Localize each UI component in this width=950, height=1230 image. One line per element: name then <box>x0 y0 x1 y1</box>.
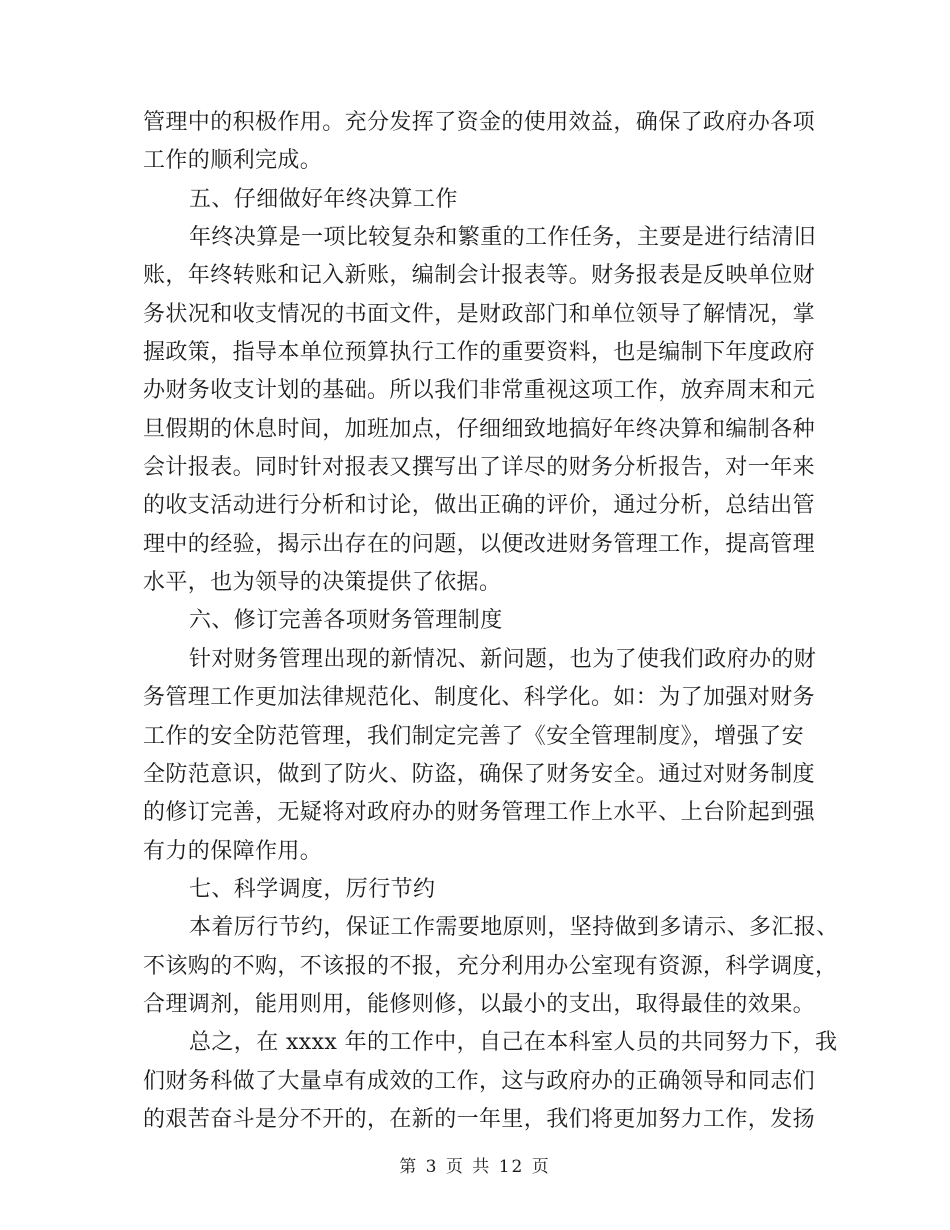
text-line: 不该购的不购，不该报的不报，充分利用办公室现有资源，科学调度， <box>143 953 838 979</box>
section-heading: 五、仔细做好年终决算工作 <box>189 186 458 212</box>
text-line: 旦假期的休息时间，加班加点，仔细细致地搞好年终决算和编制各种 <box>143 416 816 442</box>
page-number-footer: 第 3 页 共 12 页 <box>399 1157 551 1177</box>
text-line: 握政策，指导本单位预算执行工作的重要资料，也是编制下年度政府 <box>143 340 816 366</box>
text-line: 会计报表。同时针对报表又撰写出了详尽的财务分析报告，对一年来 <box>143 455 816 481</box>
text-line: 办财务收支计划的基础。所以我们非常重视这项工作，放弃周末和元 <box>143 378 816 404</box>
text-line: 工作的顺利完成。 <box>143 148 323 174</box>
text-line: 管理中的积极作用。充分发挥了资金的使用效益，确保了政府办各项 <box>143 110 816 135</box>
text-line: 理中的经验，揭示出存在的问题，以便改进财务管理工作，提高管理 <box>143 531 816 557</box>
text-line: 的艰苦奋斗是分不开的，在新的一年里，我们将更加努力工作，发扬 <box>143 1106 816 1132</box>
section-heading: 七、科学调度，厉行节约 <box>189 876 436 902</box>
text-line: 本着厉行节约，保证工作需要地原则，坚持做到多请示、多汇报、 <box>189 915 839 941</box>
text-line: 年终决算是一项比较复杂和繁重的工作任务，主要是进行结清旧 <box>189 225 817 251</box>
section-heading: 六、修订完善各项财务管理制度 <box>189 608 503 634</box>
text-line: 务管理工作更加法律规范化、制度化、科学化。如：为了加强对财务 <box>143 685 816 711</box>
text-line: 工作的安全防范管理，我们制定完善了《安全管理制度》，增强了安 <box>143 723 805 749</box>
text-line: 水平，也为领导的决策提供了依据。 <box>143 570 502 596</box>
text-line: 总之，在 xxxx 年的工作中，自己在本科室人员的共同努力下，我 <box>189 1030 838 1056</box>
body-text <box>143 104 839 1139</box>
text-line: 账，年终转账和记入新账，编制会计报表等。财务报表是反映单位财 <box>143 263 816 289</box>
text-line: 有力的保障作用。 <box>143 838 323 864</box>
text-line: 们财务科做了大量卓有成效的工作，这与政府办的正确领导和同志们 <box>143 1068 816 1094</box>
text-line: 合理调剂，能用则用，能修则修，以最小的支出，取得最佳的效果。 <box>143 991 816 1017</box>
text-line: 针对财务管理出现的新情况、新问题，也为了使我们政府办的财 <box>189 646 817 672</box>
text-line: 务状况和收支情况的书面文件，是财政部门和单位领导了解情况，掌 <box>143 301 816 327</box>
text-line: 的收支活动进行分析和讨论，做出正确的评价，通过分析，总结出管 <box>143 493 816 519</box>
text-line: 的修订完善，无疑将对政府办的财务管理工作上水平、上台阶起到强 <box>143 800 816 826</box>
text-line: 全防范意识，做到了防火、防盗，确保了财务安全。通过对财务制度 <box>143 761 816 787</box>
